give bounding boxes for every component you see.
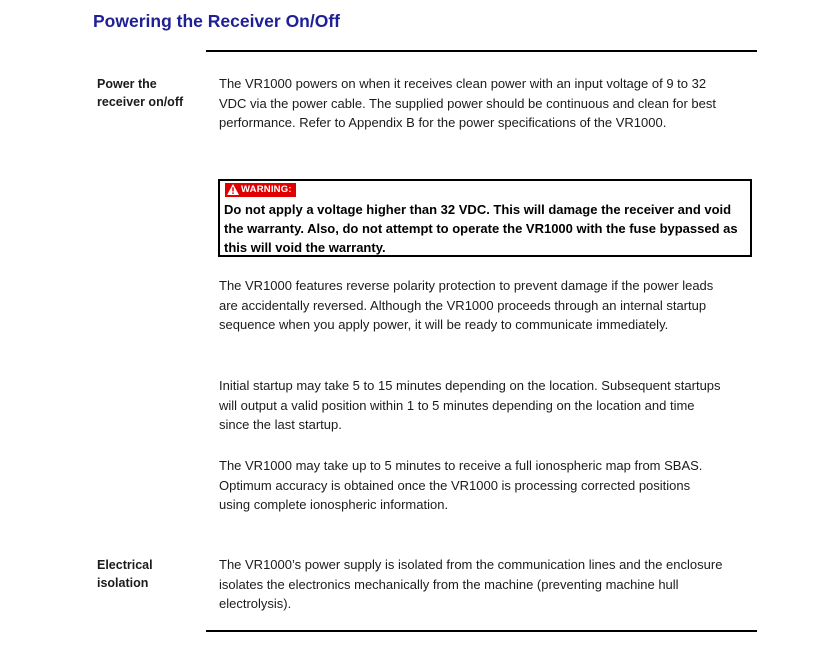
paragraph-electrical-isolation: The VR1000’s power supply is isolated from the communication lines and the enclosure isolates the electronics mechanically from the machine (preventing machine hull electrolysis).: [219, 557, 723, 611]
sidehead-power: [97, 75, 215, 111]
paragraph-ionospheric-map: The VR1000 may take up to 5 minutes to receive a full ionospheric map from SBAS. Optimum accuracy is obtained once the VR1000 is processing corrected positions using complete ionospheric information.: [219, 458, 703, 512]
paragraph-initial-startup: Initial startup may take 5 to 15 minutes depending on the location. Subsequent startups will output a valid position within 1 to 5 minutes depending on the location and time since the last startup.: [219, 378, 721, 432]
warning-badge: [225, 183, 296, 197]
sidehead-electrical-line2: isolation: [97, 576, 149, 590]
sidehead-power-line1: Power the: [97, 77, 157, 91]
top-divider: [206, 50, 757, 52]
sidehead-electrical-line1: Electrical: [97, 558, 153, 572]
sidehead-power-line2: receiver on/off: [97, 95, 184, 109]
warning-text: Do not apply a voltage higher than 32 VDC. This will damage the receiver and void the warranty. Also, do not attempt to operate the VR1000 with the fuse bypassed as this will void the warranty.: [224, 202, 738, 255]
paragraph-polarity-protection: The VR1000 features reverse polarity protection to prevent damage if the power leads are accidentally reversed. Although the VR1000 proceeds through an internal startup sequence when you apply power, it will be ready to communicate immediately.: [219, 278, 714, 332]
paragraph-power-intro: The VR1000 powers on when it receives clean power with an input voltage of 9 to 32 VDC via the power cable. The supplied power should be continuous and clean for best performance. Refer to Appendix B for the power specifications of the VR1000.: [219, 76, 716, 130]
page-title: Powering the Receiver On/Off: [93, 11, 340, 31]
warning-box: [218, 179, 752, 257]
sidehead-electrical: [97, 556, 215, 592]
warning-triangle-icon: [227, 184, 239, 195]
warning-badge-label: WARNING:: [241, 184, 292, 195]
bottom-divider: [206, 630, 757, 632]
